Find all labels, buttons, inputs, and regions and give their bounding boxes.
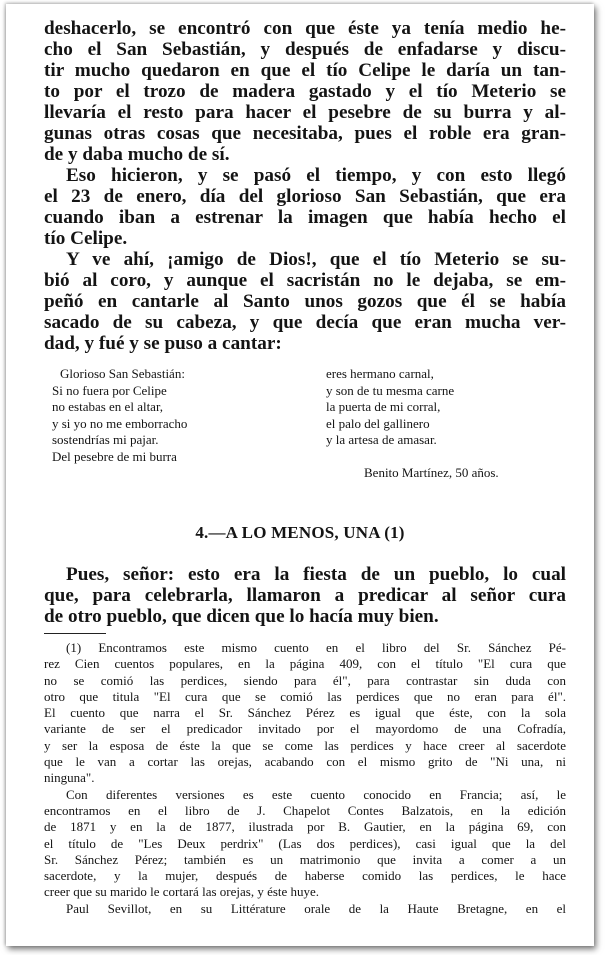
verse-signature: Benito Martínez, 50 años. [364,465,499,480]
footnote-line: ninguna". [44,770,95,786]
footnote-line: el título de "Les Deux perdrix" (Las dos perdices), casi igual que la del [44,835,566,851]
footnote-line: Con diferentes versiones es este cuento conocido en Francia; así, le [66,786,566,802]
footnote-text [44,640,566,917]
verse-line: sostendrías mi pajar. [52,432,159,448]
footnote-divider [44,633,106,634]
paragraph-2 [44,165,566,249]
verse-line: Si no fuera por Celipe [52,382,167,398]
verse-line: y si yo no me emborracho [52,415,188,431]
text-line: de y daba mucho de sí. [44,144,230,165]
text-line: dad, y fué y se puso a cantar: [44,333,282,354]
verse-line: eres hermano carnal, [326,366,434,381]
verse-line: la puerta de mi corral, [326,399,441,415]
text-line: que, para celebrarla, llamaron a predicar al señor cura [44,585,566,606]
text-line: to por el trozo de madera gastado y el tío Meterio se [44,81,566,102]
text-line: deshacerlo, se encontró con que éste ya tenía medio he- [44,18,566,39]
verse-line: Del pesebre de mi burra [52,448,177,464]
text-line: sacado de su cabeza, y que decía que eran mucha ver- [44,312,566,333]
text-line: Eso hicieron, y se pasó el tiempo, y con esto llegó [66,165,566,186]
verse-line: no estabas en el altar, [52,399,164,415]
text-line: de otro pueblo, que dicen que lo hacía muy bien. [44,606,439,627]
text-line: Y ve ahí, ¡amigo de Dios!, que el tío Meterio se su- [66,249,566,270]
footnote-line: encontramos en el libro de J. Chapelot Contes Balzatois, en la edición [44,802,566,818]
text-line: cho el San Sebastián, y después de enfadarse y discu- [44,39,566,60]
text-line: tío Celipe. [44,228,128,249]
tale-paragraph [44,564,566,627]
tale-heading: 4.—A LO MENOS, UNA (1) [195,523,405,542]
paragraph-1 [44,18,566,165]
text-line: Pues, señor: esto era la fiesta de un pueblo, lo cual [66,564,566,585]
text-line: cuando iban a estrenar la imagen que había hecho el [44,207,566,228]
narrative-text [44,18,566,354]
text-line: llevaría el resto para hacer el pesebre de su burra y al- [44,102,566,123]
text-line: bió al coro, y aunque el sacristán no le dejaba, se em- [44,270,566,291]
footnote-line: de 1871 y en la de 1877, ilustrada por B. Gautier, en la página 69, con [44,819,566,835]
footnote-line: (1) Encontramos este mismo cuento en el libro del Sr. Sánchez Pé- [66,640,566,655]
book-page [6,4,594,946]
verse-line: Glorioso San Sebastián: [60,366,185,381]
verse-right-column [326,366,454,449]
verse-line: y la artesa de amasar. [326,432,437,448]
tale-text [44,564,566,627]
footnote-line: variante de ser el predicador invitado por el mayordomo de una Cofradía, [44,721,566,737]
verse-left-column [52,366,187,466]
footnote-line: rez Cien cuentos populares, en la página 409, con el título "El cura que [44,656,566,672]
footnote-line: que le van a cortar las orejas, acabando con el mismo grito de "Ni una, ni [44,754,566,770]
footnote-line: Paul Sevillot, en su Littérature orale de la Haute Bretagne, en el [66,900,566,916]
verse-line: y son de tu mesma carne [326,382,455,398]
text-line: peñó en cantarle al Santo unos gozos que él se había [44,291,566,312]
footnote-line: Sr. Sánchez Pérez; también es un matrimonio que invita a comer a un [44,851,566,867]
text-line: tir mucho quedaron en que el tío Celipe le daría un tan- [44,60,566,81]
paragraph-3 [44,249,566,354]
footnote-line: creer que su marido le cortará las orejas, y éste huye. [44,884,320,900]
text-line: el 23 de enero, día del glorioso San Sebastián, que era [44,186,566,207]
verse-line: el palo del gallinero [326,415,430,431]
footnote-line: y ser la esposa de éste la que se come las perdices y hace creer al sacerdote [44,737,566,753]
text-line: gunas otras cosas que necesitaba, pues el roble era gran- [44,123,566,144]
footnote-line: El cuento que narra el Sr. Sánchez Pérez es igual que éste, con la sola [44,705,566,721]
footnote-line: otro que titula "El cura que se comió las perdices que no eran para él". [44,688,566,704]
footnote-line: sacerdote, y la mujer, después de haberse comido las perdices, le hace [44,868,566,884]
footnote-line: no se comió las perdices, siendo para él", para contrastar sin duda con [44,672,566,688]
